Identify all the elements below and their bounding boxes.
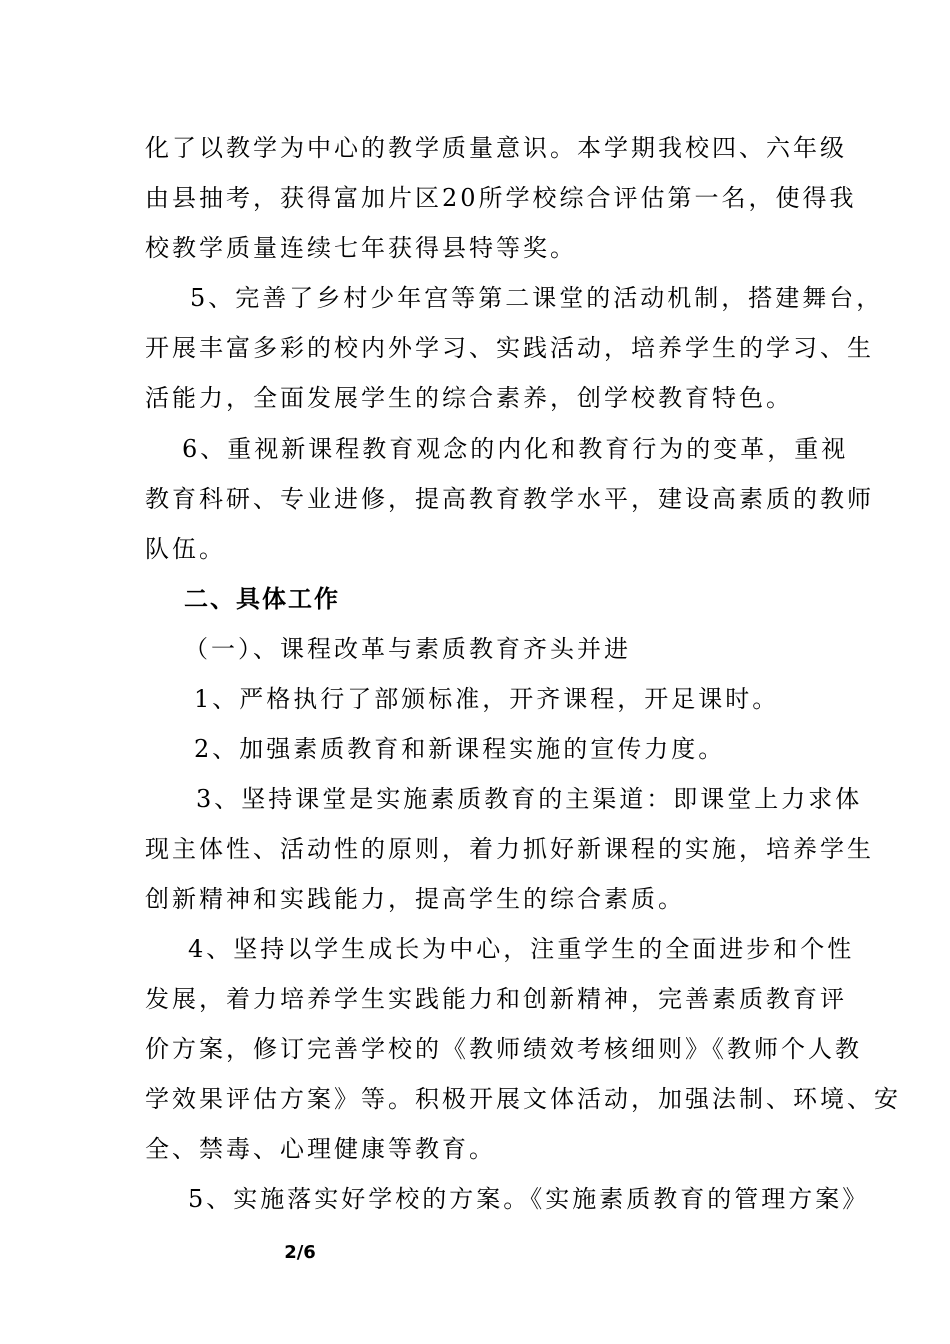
text-line: 4、坚持以学生成长为中心，注重学生的全面进步和个性	[188, 935, 855, 963]
text-line: 队伍。	[145, 535, 226, 563]
text-line: 3、坚持课堂是实施素质教育的主渠道：即课堂上力求体	[196, 785, 863, 813]
text-line: 化了以教学为中心的教学质量意识。本学期我校四、六年级	[145, 134, 847, 162]
text-line: 5、实施落实好学校的方案。《实施素质教育的管理方案》	[188, 1185, 870, 1213]
text-line: 发展，着力培养学生实践能力和创新精神，完善素质教育评	[145, 985, 847, 1013]
text-line: 开展丰富多彩的校内外学习、实践活动，培养学生的学习、生	[145, 334, 874, 362]
text-line: 由县抽考，获得富加片区20所学校综合评估第一名，使得我	[145, 184, 857, 212]
text-line: 校教学质量连续七年获得县特等奖。	[145, 234, 577, 262]
section-heading: 二、具体工作	[184, 585, 340, 613]
text-line: 活能力，全面发展学生的综合素养，创学校教育特色。	[145, 384, 793, 412]
text-line: 创新精神和实践能力，提高学生的综合素质。	[145, 885, 685, 913]
page-number: 2/6	[284, 1242, 316, 1263]
text-line: 6、重视新课程教育观念的内化和教育行为的变革，重视	[182, 435, 849, 463]
text-line: 学效果评估方案》等。积极开展文体活动，加强法制、环境、安	[145, 1085, 901, 1113]
subsection-heading: （一）、课程改革与素质教育齐头并进	[184, 635, 631, 663]
text-line: 5、完善了乡村少年宫等第二课堂的活动机制，搭建舞台，	[190, 284, 884, 312]
text-line: 1、严格执行了部颁标准，开齐课程，开足课时。	[194, 685, 780, 713]
text-line: 2、加强素质教育和新课程实施的宣传力度。	[194, 735, 726, 763]
text-line: 全、禁毒、心理健康等教育。	[145, 1135, 496, 1163]
text-line: 价方案，修订完善学校的《教师绩效考核细则》《教师个人教	[145, 1035, 862, 1063]
text-line: 现主体性、活动性的原则，着力抓好新课程的实施，培养学生	[145, 835, 874, 863]
text-line: 教育科研、专业进修，提高教育教学水平，建设高素质的教师	[145, 485, 874, 513]
